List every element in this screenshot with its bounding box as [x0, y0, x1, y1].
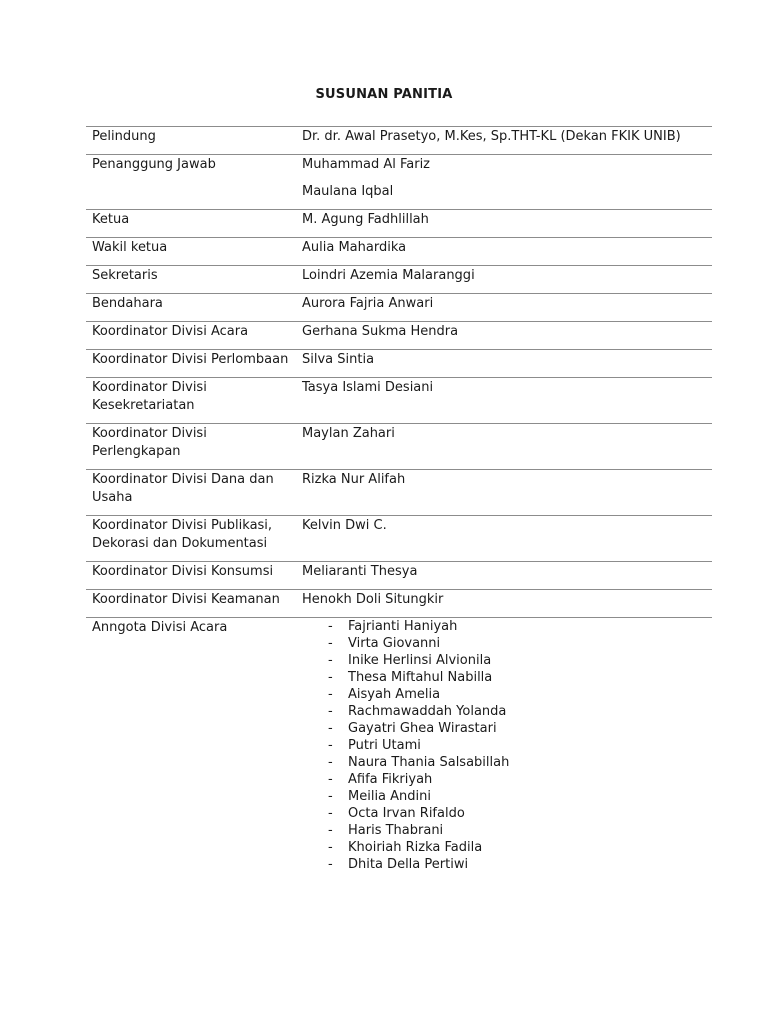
dash-bullet: -: [328, 840, 333, 855]
person-name: M. Agung Fadhlillah: [302, 212, 429, 227]
list-item: [328, 839, 712, 856]
member-name: Octa Irvan Rifaldo: [348, 806, 465, 821]
document-title: SUSUNAN PANITIA: [315, 87, 453, 102]
committee-row: [86, 155, 712, 210]
committee-row: [86, 210, 712, 238]
list-item: [328, 635, 712, 652]
dash-bullet: -: [328, 653, 333, 668]
member-name: Afifa Fikriyah: [348, 772, 433, 787]
member-name: Haris Thabrani: [348, 823, 444, 838]
person-name: Aulia Mahardika: [302, 240, 407, 255]
member-name: Dhita Della Pertiwi: [348, 857, 469, 872]
name-cell: [294, 210, 712, 238]
role-label: Koordinator Divisi Acara: [86, 322, 294, 350]
name-cell: [294, 562, 712, 590]
member-name: Meilia Andini: [348, 789, 431, 804]
role-label: Wakil ketua: [86, 238, 294, 266]
committee-row: [86, 350, 712, 378]
name-cell: [294, 350, 712, 378]
role-label: Koordinator Divisi Konsumsi: [86, 562, 294, 590]
list-item: [328, 737, 712, 754]
members-cell: [294, 618, 712, 882]
dash-bullet: -: [328, 738, 333, 753]
dash-bullet: -: [328, 823, 333, 838]
committee-table-body: [86, 127, 712, 882]
committee-row: [86, 470, 712, 516]
name-cell: [294, 424, 712, 470]
committee-row-members: [86, 618, 712, 882]
person-name: Silva Sintia: [302, 352, 375, 367]
dash-bullet: -: [328, 772, 333, 787]
name-cell: [294, 470, 712, 516]
role-label: Koordinator Divisi Kesekretariatan: [86, 378, 294, 424]
list-item: [328, 618, 712, 635]
dash-bullet: -: [328, 704, 333, 719]
dash-bullet: -: [328, 806, 333, 821]
role-label: Bendahara: [86, 294, 294, 322]
name-cell: [294, 238, 712, 266]
list-item: [328, 669, 712, 686]
dash-bullet: -: [328, 857, 333, 872]
person-name: Tasya Islami Desiani: [302, 380, 434, 395]
dash-bullet: -: [328, 619, 333, 634]
dash-bullet: -: [328, 636, 333, 651]
role-label: Penanggung Jawab: [86, 155, 294, 210]
list-item: [328, 805, 712, 822]
member-name: Putri Utami: [348, 738, 421, 753]
member-name: Naura Thania Salsabillah: [348, 755, 510, 770]
member-name: Gayatri Ghea Wirastari: [348, 721, 497, 736]
name-cell: [294, 127, 712, 155]
committee-row: [86, 424, 712, 470]
member-name: Aisyah Amelia: [348, 687, 441, 702]
committee-table: [86, 126, 712, 881]
role-label: Koordinator Divisi Perlombaan: [86, 350, 294, 378]
person-name: Dr. dr. Awal Prasetyo, M.Kes, Sp.THT-KL (Dekan FKIK UNIB): [302, 129, 681, 144]
list-item: [328, 652, 712, 669]
dash-bullet: -: [328, 789, 333, 804]
member-name: Thesa Miftahul Nabilla: [348, 670, 493, 685]
committee-row: [86, 378, 712, 424]
committee-row: [86, 516, 712, 562]
person-name: Henokh Doli Situngkir: [302, 592, 444, 607]
person-name: Kelvin Dwi C.: [302, 518, 387, 533]
member-name: Rachmawaddah Yolanda: [348, 704, 507, 719]
name-cell: [294, 266, 712, 294]
committee-row: [86, 266, 712, 294]
committee-row: [86, 322, 712, 350]
dash-bullet: -: [328, 721, 333, 736]
person-name: Maylan Zahari: [302, 426, 395, 441]
name-cell: [294, 516, 712, 562]
person-name: Loindri Azemia Malaranggi: [302, 268, 475, 283]
person-name: Aurora Fajria Anwari: [302, 296, 434, 311]
person-name: Muhammad Al Fariz: [302, 157, 431, 172]
member-name: Inike Herlinsi Alvionila: [348, 653, 492, 668]
name-cell: [294, 378, 712, 424]
list-item: [328, 720, 712, 737]
list-item: [328, 856, 712, 873]
committee-row: [86, 238, 712, 266]
list-item: [328, 788, 712, 805]
committee-row: [86, 127, 712, 155]
person-name: Meliaranti Thesya: [302, 564, 418, 579]
role-label: Koordinator Divisi Keamanan: [86, 590, 294, 618]
role-label: Koordinator Divisi Perlengkapan: [86, 424, 294, 470]
dash-bullet: -: [328, 670, 333, 685]
name-cell: [294, 322, 712, 350]
person-name: Rizka Nur Alifah: [302, 472, 406, 487]
dash-bullet: -: [328, 755, 333, 770]
role-label: Ketua: [86, 210, 294, 238]
name-cell: [294, 155, 712, 210]
list-item: [328, 771, 712, 788]
role-label: Koordinator Divisi Dana dan Usaha: [86, 470, 294, 516]
person-name: Gerhana Sukma Hendra: [302, 324, 459, 339]
list-item: [328, 703, 712, 720]
list-item: [328, 754, 712, 771]
member-name: Fajrianti Haniyah: [348, 619, 458, 634]
person-name: Maulana Iqbal: [302, 184, 394, 199]
committee-row: [86, 562, 712, 590]
dash-bullet: -: [328, 687, 333, 702]
member-name: Virta Giovanni: [348, 636, 441, 651]
list-item: [328, 822, 712, 839]
role-label: Pelindung: [86, 127, 294, 155]
members-list: [302, 618, 712, 873]
name-cell: [294, 590, 712, 618]
role-label: Sekretaris: [86, 266, 294, 294]
committee-row: [86, 294, 712, 322]
list-item: [328, 686, 712, 703]
role-label: Koordinator Divisi Publikasi, Dekorasi dan Dokumentasi: [86, 516, 294, 562]
role-label: Anngota Divisi Acara: [86, 618, 294, 882]
committee-row: [86, 590, 712, 618]
member-name: Khoiriah Rizka Fadila: [348, 840, 483, 855]
name-cell: [294, 294, 712, 322]
